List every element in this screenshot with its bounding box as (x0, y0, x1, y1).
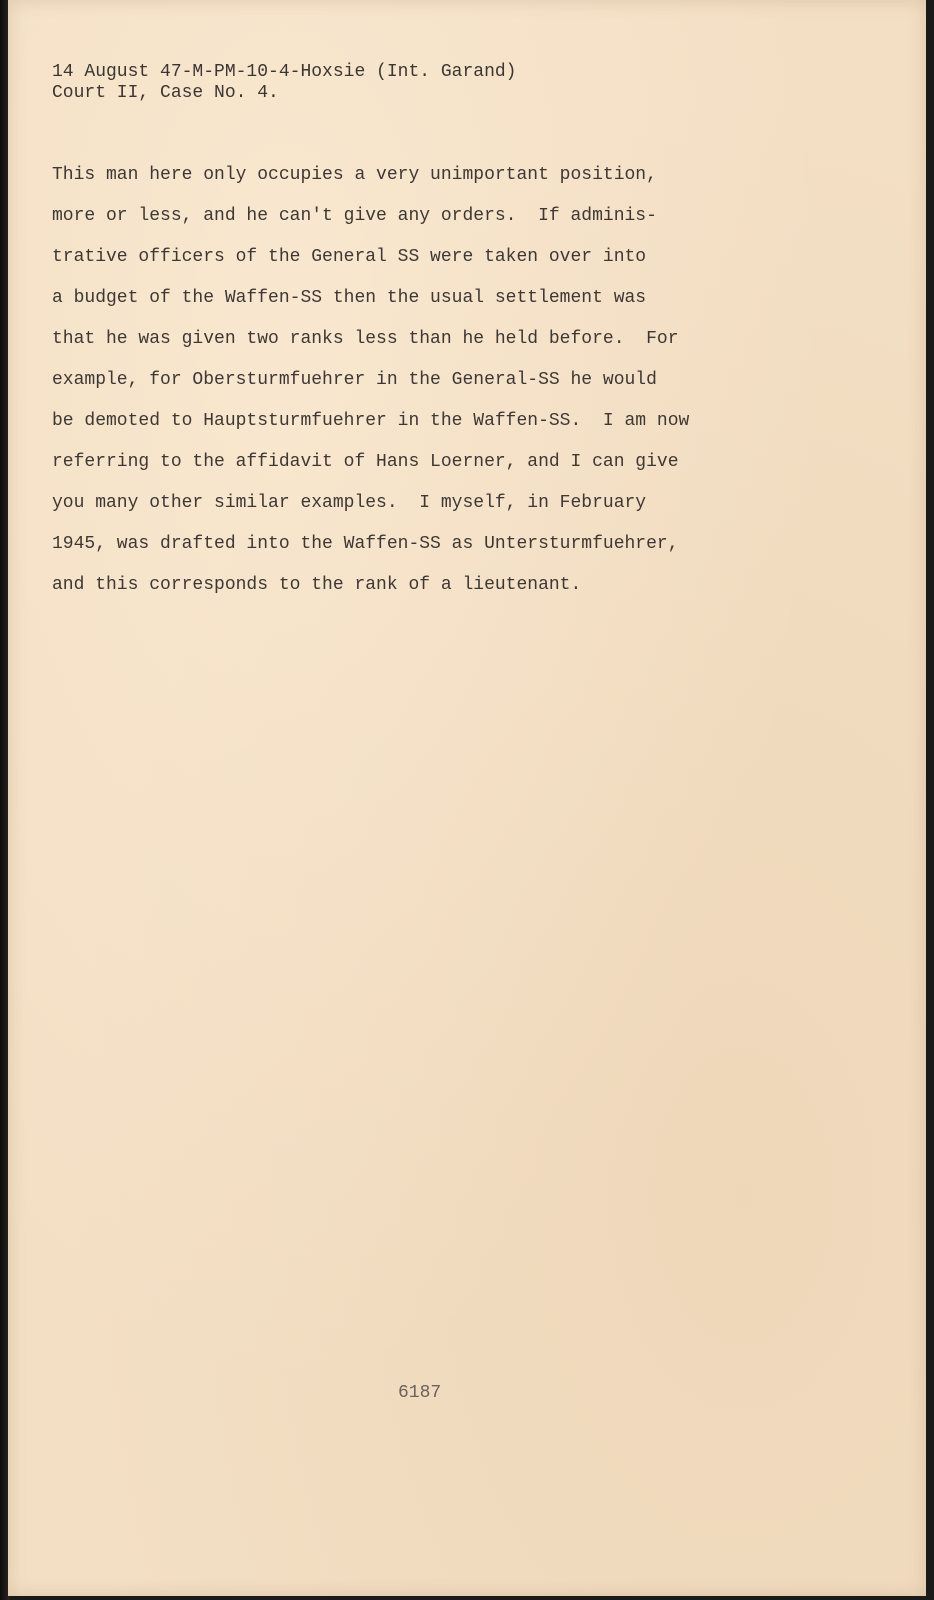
body-line: you many other similar examples. I myself, in February (52, 493, 647, 513)
body-line: 1945, was drafted into the Waffen-SS as Untersturmfuehrer, (52, 534, 679, 554)
body-line: and this corresponds to the rank of a lieutenant. (52, 575, 582, 595)
body-line: more or less, and he can't give any orders. If adminis- (52, 206, 657, 226)
body-line: trative officers of the General SS were taken over into (52, 247, 647, 267)
page-number: 6187 (398, 1383, 442, 1403)
body-line: referring to the affidavit of Hans Loerner, and I can give (52, 452, 679, 472)
body-line: This man here only occupies a very unimportant position, (52, 165, 657, 185)
testimony-body (52, 163, 812, 614)
body-line: that he was given two ranks less than he held before. For (52, 329, 679, 349)
body-line: a budget of the Waffen-SS then the usual settlement was (52, 288, 647, 308)
body-line: example, for Obersturmfuehrer in the General-SS he would (52, 370, 657, 390)
body-line: be demoted to Hauptsturmfuehrer in the Waffen-SS. I am now (52, 411, 690, 431)
header-session-line: 14 August 47-M-PM-10-4-Hoxsie (Int. Garand) (52, 62, 517, 82)
transcript-header (52, 62, 516, 104)
document-page (8, 0, 926, 1596)
header-case-line: Court II, Case No. 4. (52, 83, 279, 103)
